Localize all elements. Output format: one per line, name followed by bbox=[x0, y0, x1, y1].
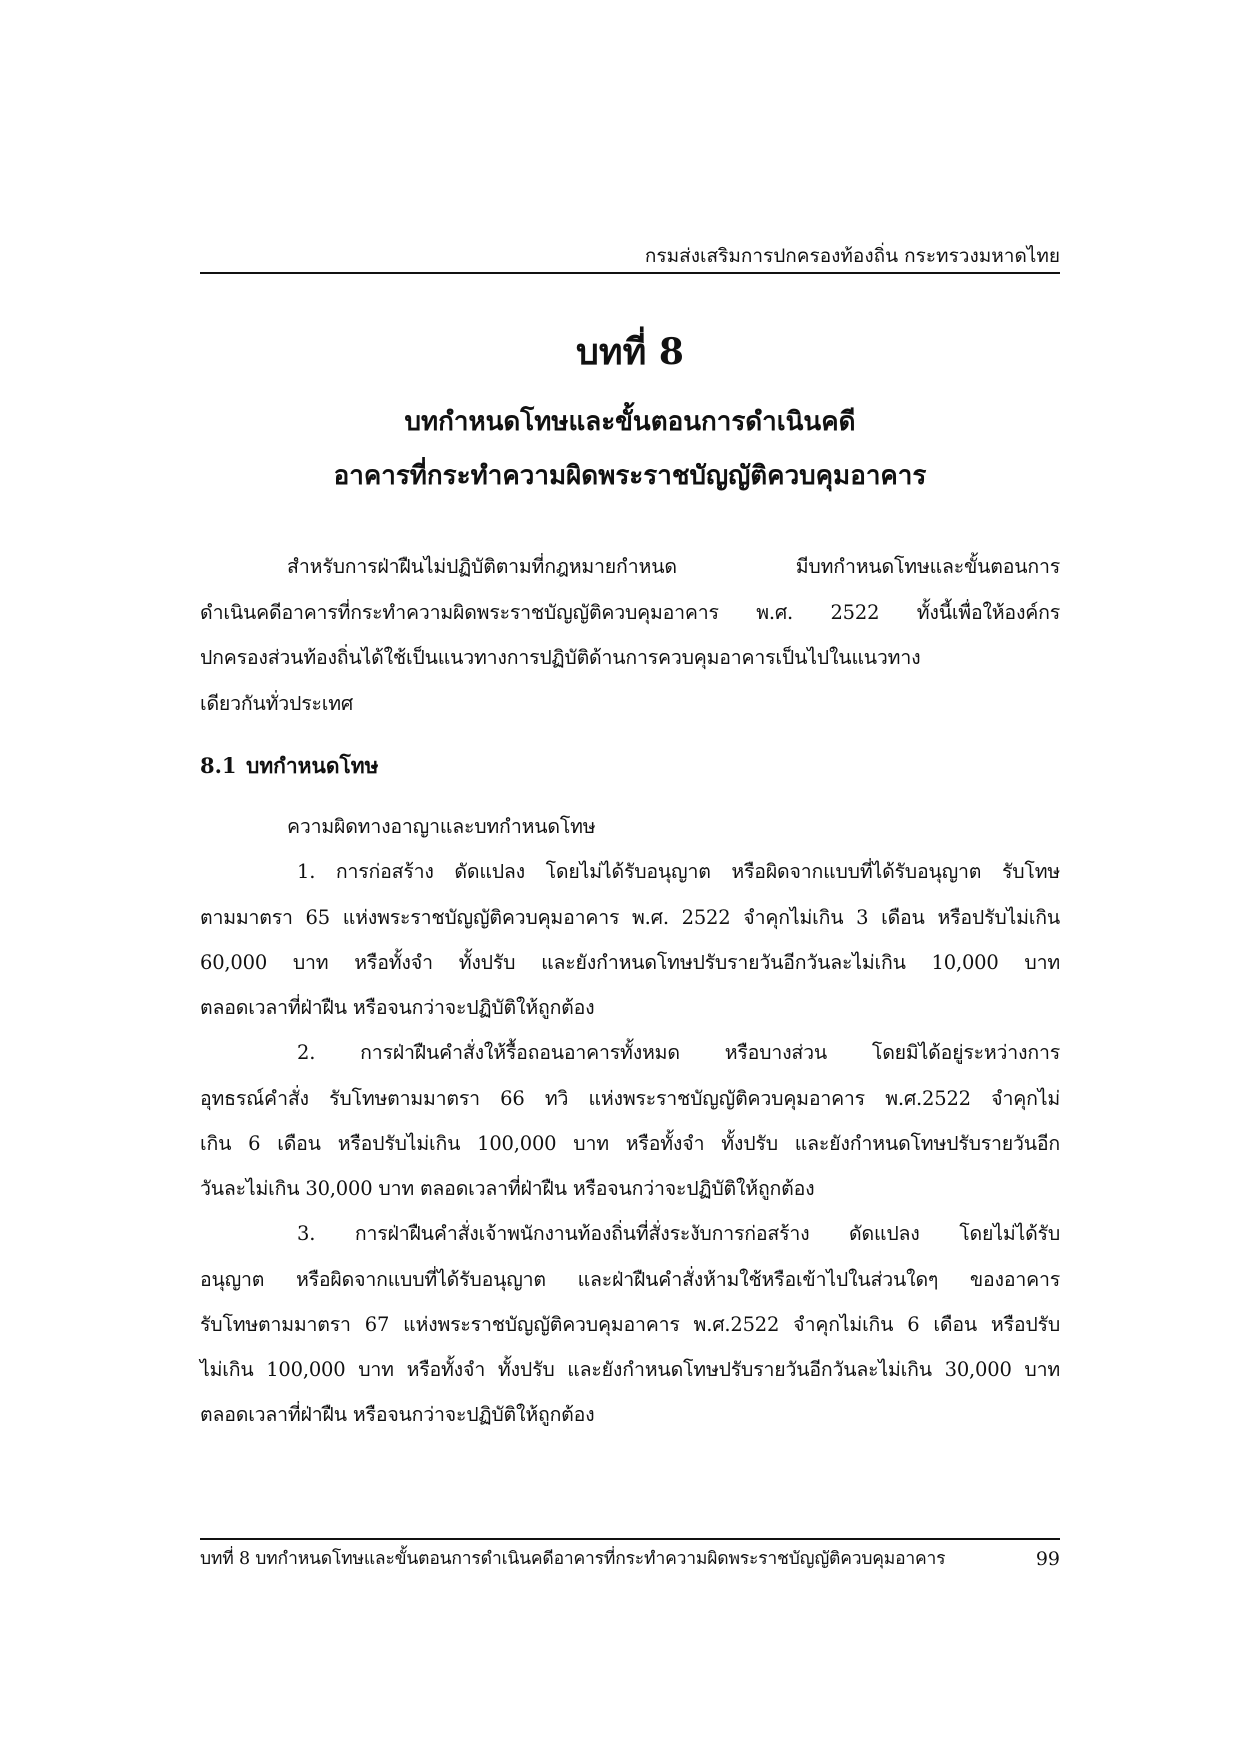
footer-rule bbox=[200, 1538, 1060, 1540]
item-1-line-2: ตามมาตรา 65 แห่งพระราชบัญญัติควบคุมอาคาร พ.ศ. 2522 จำคุกไม่เกิน 3 เดือน หรือปรับไม่เกิน bbox=[200, 906, 1060, 929]
section-title: บทกำหนดโทษ bbox=[246, 753, 379, 778]
item-3-line-4: ไม่เกิน 100,000 บาท หรือทั้งจำ ทั้งปรับ และยังกำหนดโทษปรับรายวันอีกวันละไม่เกิน 30,000 บาท bbox=[200, 1358, 1060, 1381]
footer-text: บทที่ 8 บทกำหนดโทษและขั้นตอนการดำเนินคดีอาคารที่กระทำความผิดพระราชบัญญัติควบคุมอาคาร bbox=[200, 1549, 946, 1569]
item-1-line-1: 1. การก่อสร้าง ดัดแปลง โดยไม่ได้รับอนุญาต หรือผิดจากแบบที่ได้รับอนุญาต รับโทษ bbox=[297, 860, 1060, 883]
header-rule bbox=[200, 272, 1060, 274]
intro-line-4: เดียวกันทั่วประเทศ bbox=[200, 692, 354, 715]
item-3-line-1: 3. การฝ่าฝืนคำสั่งเจ้าพนักงานท้องถิ่นที่สั่งระงับการก่อสร้าง ดัดแปลง โดยไม่ได้รับ bbox=[297, 1222, 1060, 1245]
item-3-line-3: รับโทษตามมาตรา 67 แห่งพระราชบัญญัติควบคุมอาคาร พ.ศ.2522 จำคุกไม่เกิน 6 เดือน หรือปรับ bbox=[200, 1313, 1060, 1336]
intro-line-2: ดำเนินคดีอาคารที่กระทำความผิดพระราชบัญญัติควบคุมอาคาร พ.ศ. 2522 ทั้งนี้เพื่อให้องค์กร bbox=[200, 601, 1060, 624]
item-3-line-2: อนุญาต หรือผิดจากแบบที่ได้รับอนุญาต และฝ่าฝืนคำสั่งห้ามใช้หรือเข้าไปในส่วนใดๆ ของอาคาร bbox=[200, 1268, 1060, 1291]
intro-line-1: สำหรับการฝ่าฝืนไม่ปฏิบัติตามที่กฎหมายกำหนด มีบทกำหนดโทษและขั้นตอนการ bbox=[287, 555, 1060, 578]
item-1-line-3: 60,000 บาท หรือทั้งจำ ทั้งปรับ และยังกำหนดโทษปรับรายวันอีกวันละไม่เกิน 10,000 บาท bbox=[200, 951, 1060, 974]
section-heading bbox=[200, 752, 378, 780]
subheading: ความผิดทางอาญาและบทกำหนดโทษ bbox=[287, 815, 596, 838]
section-number: 8.1 bbox=[200, 753, 237, 778]
intro-line-3: ปกครองส่วนท้องถิ่นได้ใช้เป็นแนวทางการปฏิบัติด้านการควบคุมอาคารเป็นไปในแนวทาง bbox=[200, 646, 921, 669]
item-3-line-5: ตลอดเวลาที่ฝ่าฝืน หรือจนกว่าจะปฏิบัติให้ถูกต้อง bbox=[200, 1403, 595, 1426]
item-2-line-4: วันละไม่เกิน 30,000 บาท ตลอดเวลาที่ฝ่าฝืน หรือจนกว่าจะปฏิบัติให้ถูกต้อง bbox=[200, 1177, 815, 1200]
chapter-title-line-1: บทกำหนดโทษและขั้นตอนการดำเนินคดี bbox=[404, 407, 856, 437]
chapter-title-line-2: อาคารที่กระทำความผิดพระราชบัญญัติควบคุมอาคาร bbox=[333, 461, 927, 491]
item-2-line-2: อุทธรณ์คำสั่ง รับโทษตามมาตรา 66 ทวิ แห่งพระราชบัญญัติควบคุมอาคาร พ.ศ.2522 จำคุกไม่ bbox=[200, 1087, 1060, 1110]
item-2-line-3: เกิน 6 เดือน หรือปรับไม่เกิน 100,000 บาท หรือทั้งจำ ทั้งปรับ และยังกำหนดโทษปรับรายวันอีก bbox=[200, 1132, 1060, 1155]
chapter-number: บทที่ 8 bbox=[576, 331, 684, 373]
item-1-line-4: ตลอดเวลาที่ฝ่าฝืน หรือจนกว่าจะปฏิบัติให้ถูกต้อง bbox=[200, 996, 595, 1019]
item-2-line-1: 2. การฝ่าฝืนคำสั่งให้รื้อถอนอาคารทั้งหมด หรือบางส่วน โดยมิได้อยู่ระหว่างการ bbox=[297, 1041, 1060, 1064]
page-number: 99 bbox=[1035, 1548, 1060, 1570]
running-header: กรมส่งเสริมการปกครองท้องถิ่น กระทรวงมหาดไทย bbox=[644, 245, 1060, 267]
